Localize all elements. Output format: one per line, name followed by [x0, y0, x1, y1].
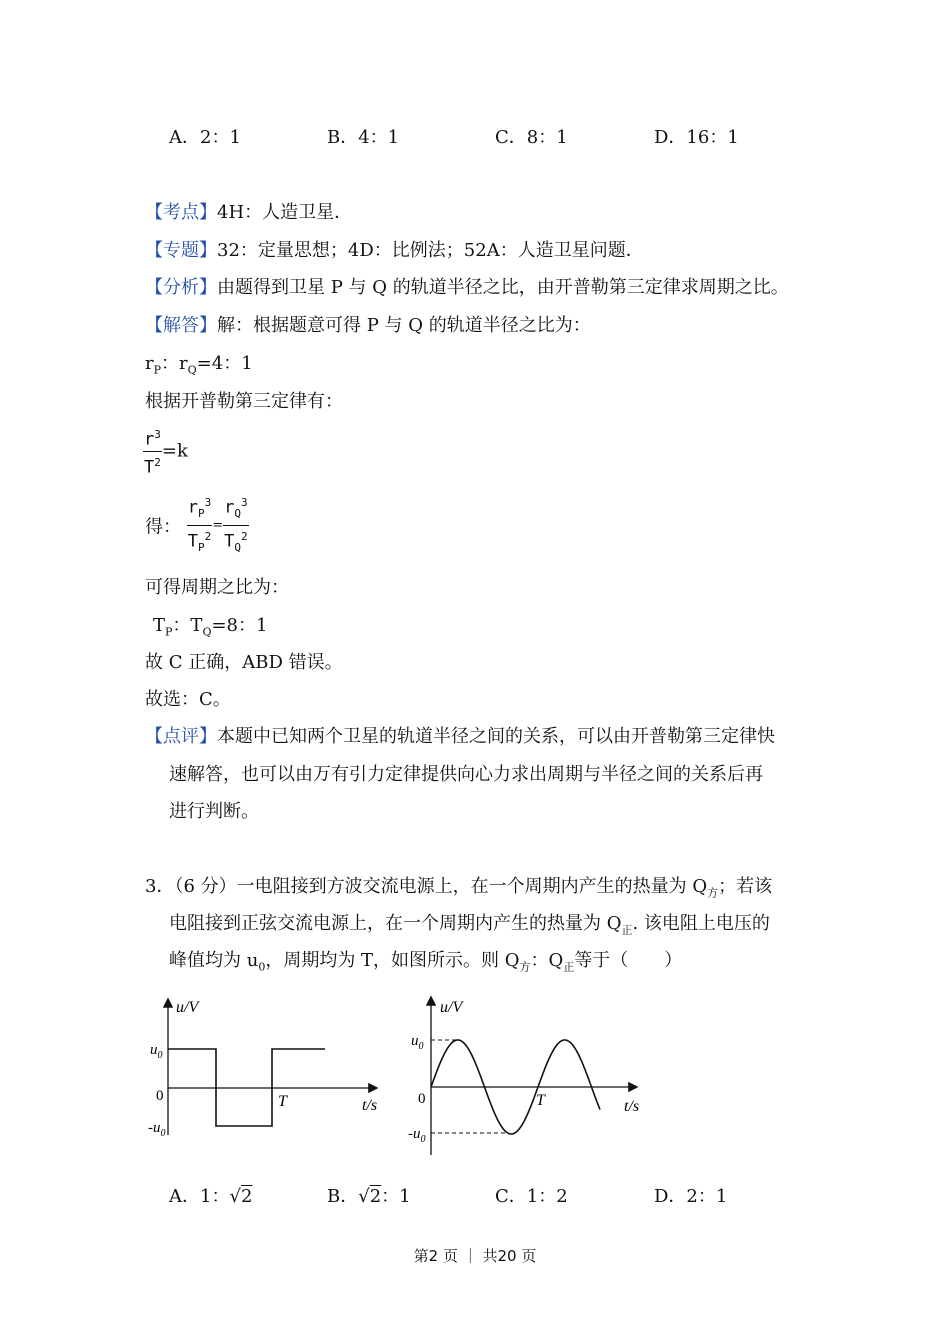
t-sub-q: Q: [202, 625, 212, 639]
option-b: B．4：1: [327, 127, 400, 148]
q3-option-d: D．2：1: [654, 1186, 728, 1207]
sine-wave-graph: [400, 990, 650, 1160]
zero-label: 0: [418, 1091, 426, 1107]
dianping-line3: 进行判断。: [169, 801, 259, 822]
r-sub-q: Q: [187, 363, 197, 377]
kepler-line: 根据开普勒第三定律有：: [145, 391, 343, 412]
fraction-q: $\frac{r_Q^3}{T_Q^2}$: [223, 492, 249, 559]
fraction-r3-t2: $\frac{r^3}{T^2}$: [143, 424, 162, 478]
x-label: t/s: [362, 1097, 378, 1114]
q3-option-b: B．√2：1: [327, 1186, 411, 1207]
equals-sign: =: [212, 518, 224, 534]
sqrt-icon: √: [358, 1186, 370, 1207]
t-sub-p: P: [165, 625, 173, 639]
q3-line1: 3．（6 分）一电阻接到方波交流电源上，在一个周期内产生的热量为 $Q_方$；若该: [145, 876, 773, 900]
fenxi-text: 由题得到卫星 P 与 Q 的轨道半径之比，由开普勒第三定律求周期之比。: [217, 277, 789, 298]
neg-u0-label: $-u_0$: [148, 1120, 166, 1139]
formula-ratio: [145, 492, 249, 559]
page-footer: 第2 页 ｜ 共20 页: [413, 1247, 537, 1265]
q3-line2: 电阻接到正弦交流电源上，在一个周期内产生的热量为 $Q_正$. 该电阻上电压的: [169, 913, 770, 937]
u0-label: $u_0$: [411, 1033, 424, 1052]
r-symbol: r: [145, 353, 154, 374]
q3-line3: 峰值均为 $u_0$，周期均为 T，如图所示。则 $Q_方$：$Q_正$等于（ ）: [169, 950, 683, 974]
de-label: 得：: [145, 516, 181, 538]
T-label: T: [278, 1093, 287, 1110]
fenxi-line: [145, 273, 789, 299]
dianping-line1: [145, 722, 775, 748]
x-label: t/s: [624, 1098, 640, 1115]
dianping-tag: 【点评】: [145, 726, 217, 747]
option-a: A．2：1: [169, 127, 241, 148]
formula-kepler: [143, 424, 188, 478]
jieda-line: [145, 311, 591, 337]
ratio-sep: ：T: [172, 615, 203, 636]
sqrt-icon: √: [229, 1186, 241, 1207]
jieda-tag: 【解答】: [145, 315, 217, 336]
q3-option-c: C．1：2: [495, 1186, 568, 1207]
ratio-sep: ：r: [161, 353, 188, 374]
option-d: D．16：1: [654, 127, 739, 148]
radius-ratio: [145, 349, 253, 377]
T-label: T: [536, 1092, 545, 1109]
u0-label: $u_0$: [150, 1042, 163, 1061]
square-wave-graph: [140, 990, 390, 1150]
kaodian-line: [145, 198, 352, 224]
neg-u0-label: $-u_0$: [408, 1126, 426, 1145]
choice-line: 故选：C。: [145, 689, 231, 710]
kaodian-tag: 【考点】: [145, 202, 217, 223]
r-sub-p: P: [153, 363, 162, 377]
period-ratio: [153, 611, 267, 639]
zero-label: 0: [156, 1088, 164, 1104]
dianping-text1: 本题中已知两个卫星的轨道半径之间的关系，可以由开普勒第三定律快: [217, 726, 775, 747]
y-label: u/V: [176, 999, 199, 1016]
q3-option-a: A．1：√2: [169, 1186, 253, 1207]
fenxi-tag: 【分析】: [145, 277, 217, 298]
kaodian-text: 4H：人造卫星．: [217, 202, 353, 223]
t-symbol: T: [153, 615, 166, 636]
equals-k: =k: [161, 440, 188, 462]
jieda-text: 解：根据题意可得 P 与 Q 的轨道半径之比为：: [217, 315, 591, 336]
ratio-value: =4：1: [196, 353, 253, 374]
dianping-line2: 速解答，也可以由万有引力定律提供向心力求出周期与半径之间的关系后再: [169, 764, 763, 785]
option-c: C．8：1: [495, 127, 568, 148]
y-label: u/V: [440, 999, 463, 1016]
fraction-p: $\frac{r_P^3}{T_P^2}$: [187, 492, 213, 559]
zhuanti-line: [145, 236, 644, 262]
period-line: 可得周期之比为：: [145, 577, 289, 598]
ratio-value: =8：1: [211, 615, 268, 636]
zhuanti-text: 32：定量思想；4D：比例法；52A：人造卫星问题．: [217, 240, 644, 261]
zhuanti-tag: 【专题】: [145, 240, 217, 261]
correct-line: 故 C 正确，ABD 错误。: [145, 652, 343, 673]
